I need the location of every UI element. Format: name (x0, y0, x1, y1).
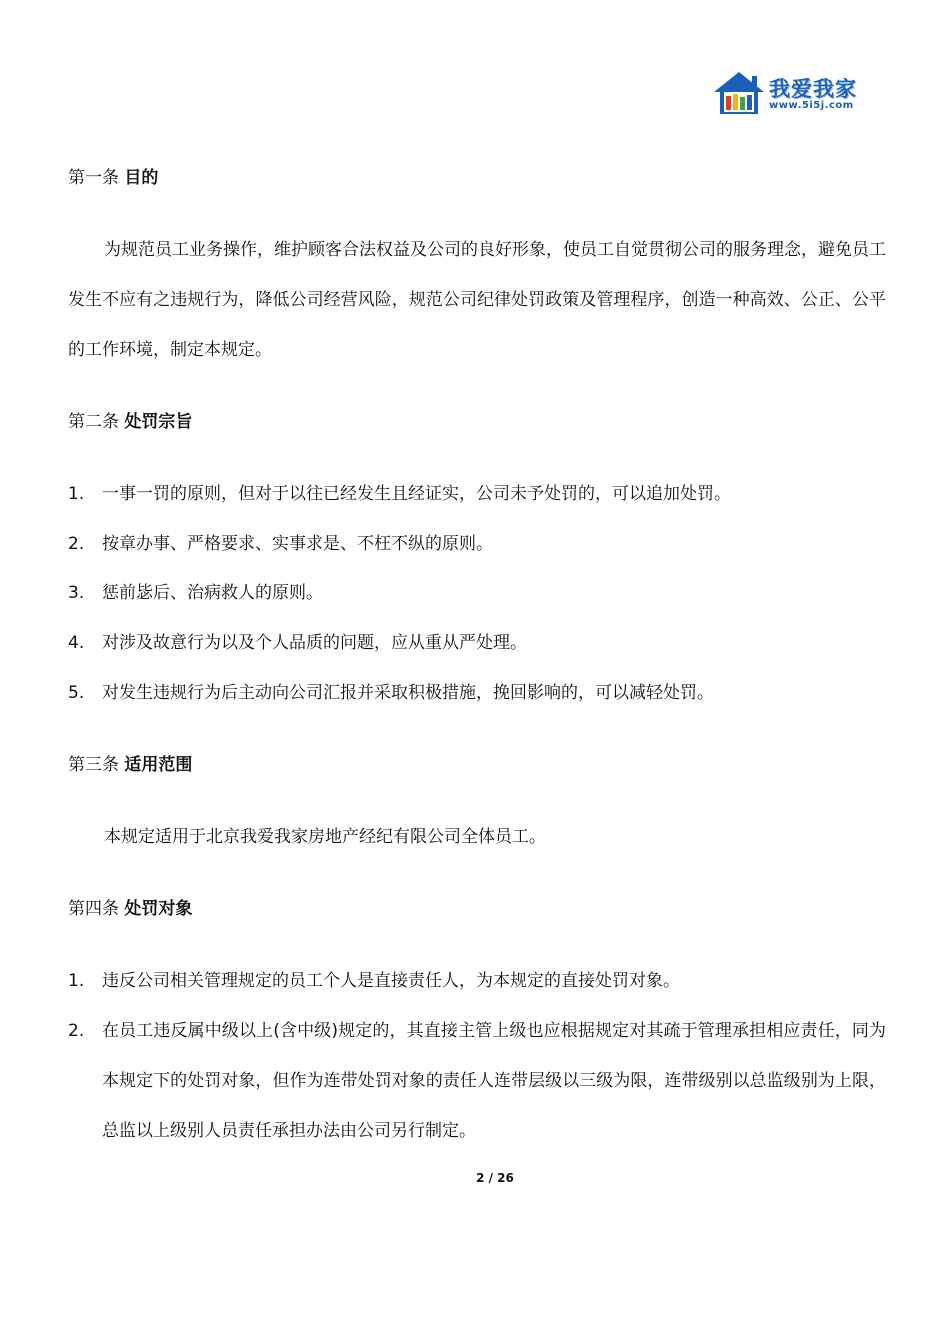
section-title: 目的 (124, 168, 159, 188)
list-item (68, 681, 886, 705)
section-3-paragraph: 本规定适用于北京我爱我家房地产经纪有限公司全体员工。 (104, 827, 546, 847)
list-item-number: 1. (68, 484, 85, 504)
house-logo-icon (712, 70, 766, 116)
list-item-text: 按章办事、严格要求、实事求是、不枉不纵的原则。 (102, 534, 493, 554)
section-1-heading (68, 166, 158, 190)
list-item-number: 3. (68, 583, 85, 603)
logo-name: 我爱我家 (769, 77, 857, 101)
company-logo (712, 70, 882, 116)
list-item-number: 5. (68, 683, 85, 703)
section-title: 处罚宗旨 (124, 412, 193, 432)
list-item-text: 一事一罚的原则，但对于以往已经发生且经证实，公司未予处罚的，可以追加处罚。 (102, 484, 731, 504)
list-item-number: 4. (68, 633, 85, 653)
section-1-paragraph: 为规范员工业务操作，维护顾客合法权益及公司的良好形象，使员工自觉贯彻公司的服务理念，避免员工发生不应有之违规行为，降低公司经营风险，规范公司纪律处罚政策及管理程序，创造一种高效、公正、公平的工作环境，制定本规定。 (68, 240, 886, 360)
list-item (68, 532, 886, 556)
section-number: 第二条 (68, 412, 119, 432)
list-item (68, 1006, 886, 1156)
list-item-text: 违反公司相关管理规定的员工个人是直接责任人，为本规定的直接处罚对象。 (102, 971, 680, 991)
logo-url: www.5i5j.com (769, 100, 854, 111)
list-item (68, 581, 886, 605)
section-number: 第一条 (68, 168, 119, 188)
list-item-text: 在员工违反属中级以上(含中级)规定的，其直接主管上级也应根据规定对其疏于管理承担相应责任，同为本规定下的处罚对象，但作为连带处罚对象的责任人连带层级以三级为限，连带级别以总监级别为上限，总监以上级别人员责任承担办法由公司另行制定。 (102, 1021, 886, 1141)
list-item (68, 969, 886, 993)
section-2-heading (68, 410, 192, 434)
section-4-heading (68, 897, 192, 921)
list-item (68, 482, 886, 506)
section-number: 第四条 (68, 899, 119, 919)
list-item-text: 惩前毖后、治病救人的原则。 (102, 583, 323, 603)
section-3-heading (68, 753, 192, 777)
section-title: 处罚对象 (124, 899, 193, 919)
section-title: 适用范围 (124, 755, 193, 775)
list-item-text: 对涉及故意行为以及个人品质的问题，应从重从严处理。 (102, 633, 527, 653)
list-item-number: 2. (68, 534, 85, 554)
list-item-text: 对发生违规行为后主动向公司汇报并采取积极措施，挽回影响的，可以减轻处罚。 (102, 683, 714, 703)
list-item (68, 631, 886, 655)
section-number: 第三条 (68, 755, 119, 775)
list-item-number: 2. (68, 1021, 85, 1041)
list-item-number: 1. (68, 971, 85, 991)
page-number: 2 / 26 (476, 1171, 514, 1185)
